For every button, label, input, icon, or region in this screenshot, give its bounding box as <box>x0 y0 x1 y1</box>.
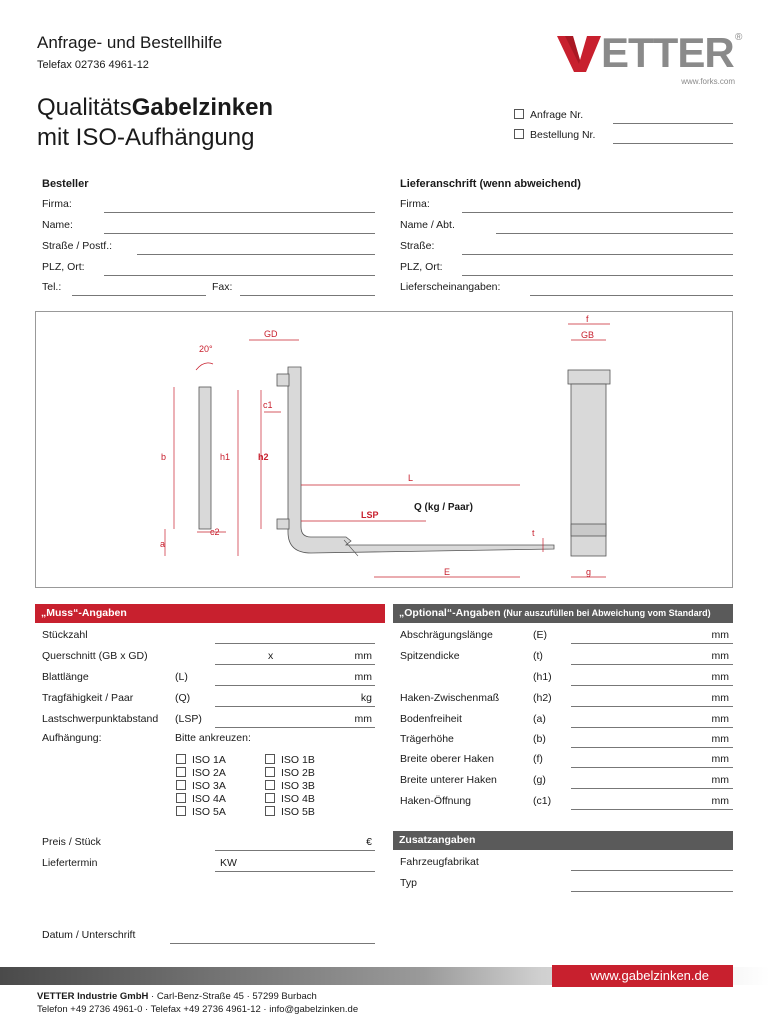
liefer-firma-label: Firma: <box>400 198 430 210</box>
dim-h1: h1 <box>220 452 231 462</box>
iso-checkbox[interactable] <box>176 754 186 764</box>
product-title-line1 <box>37 94 273 122</box>
iso-option[interactable] <box>265 767 315 779</box>
footer-company-name: VETTER Industrie GmbH <box>37 991 149 1002</box>
dim-lsp: LSP <box>361 510 379 520</box>
dim-angle: 20° <box>199 344 213 354</box>
optional-row-unit: mm <box>711 713 729 725</box>
optional-row-code: (h2) <box>533 692 552 704</box>
optional-row-label: Spitzendicke <box>400 650 460 662</box>
besteller-fax-field[interactable] <box>240 295 375 296</box>
iso-option[interactable] <box>176 767 226 779</box>
header-fax: Telefax 02736 4961-12 <box>37 59 149 71</box>
bestellung-label: Bestellung Nr. <box>530 129 596 141</box>
dim-q: Q (kg / Paar) <box>414 502 473 513</box>
iso-label: ISO 4A <box>192 793 226 805</box>
iso-label: ISO 3A <box>192 780 226 792</box>
muss-row-unit: mm <box>354 650 372 662</box>
product-title-light: Qualitäts <box>37 94 132 121</box>
fahrzeugfabrikat-field[interactable] <box>571 870 733 871</box>
iso-checkbox[interactable] <box>176 780 186 790</box>
muss-heading: „Muss“-Angaben <box>35 604 385 623</box>
dim-c1: c1 <box>263 400 273 410</box>
aufhaengung-label: Aufhängung: <box>42 732 102 744</box>
footer-url[interactable]: www.gabelzinken.de <box>590 968 709 983</box>
optional-heading-note: (Nur auszufüllen bei Abweichung vom Standard) <box>503 608 711 618</box>
footer-company <box>37 991 317 1002</box>
dim-gb: GB <box>581 330 595 340</box>
optional-row-code: (h1) <box>533 671 552 683</box>
muss-row-label: Tragfähigkeit / Paar <box>42 692 134 704</box>
optional-row-unit: mm <box>711 692 729 704</box>
muss-row-label: Stückzahl <box>42 629 88 641</box>
product-title-bold: Gabelzinken <box>131 94 274 121</box>
besteller-strasse-label: Straße / Postf.: <box>42 240 113 252</box>
optional-row-unit: mm <box>711 733 729 745</box>
optional-row-unit: mm <box>711 795 729 807</box>
optional-row-field[interactable] <box>571 727 733 728</box>
besteller-plz-label: PLZ, Ort: <box>42 261 85 273</box>
product-title-line2: mit ISO-Aufhängung <box>37 124 255 151</box>
dim-f: f <box>586 314 589 324</box>
iso-checkbox[interactable] <box>265 793 275 803</box>
iso-label: ISO 5B <box>281 806 315 818</box>
signature-field[interactable] <box>170 943 375 944</box>
bestellung-nr[interactable] <box>514 129 595 141</box>
iso-checkbox[interactable] <box>265 780 275 790</box>
footer-address: · Carl-Benz-Straße 45 · 57299 Burbach <box>148 991 317 1002</box>
optional-row-label: Abschrägungslänge <box>400 629 493 641</box>
iso-label: ISO 5A <box>192 806 226 818</box>
optional-row-unit: mm <box>711 671 729 683</box>
muss-row-field[interactable] <box>215 706 375 707</box>
liefertermin-unit: KW <box>220 857 237 869</box>
besteller-firma-field[interactable] <box>104 212 375 213</box>
optional-row-field[interactable] <box>571 809 733 810</box>
liefer-name-label: Name / Abt. <box>400 219 455 231</box>
optional-row-label: Breite unterer Haken <box>400 774 497 786</box>
iso-option[interactable] <box>176 780 226 792</box>
muss-row-field[interactable] <box>215 727 375 728</box>
header-title: Anfrage- und Bestellhilfe <box>37 33 223 52</box>
liefer-firma-field[interactable] <box>462 212 733 213</box>
optional-row-field[interactable] <box>571 685 733 686</box>
fork-front-view <box>568 370 610 556</box>
dim-b: b <box>161 452 167 462</box>
iso-label: ISO 1A <box>192 754 226 766</box>
iso-label: ISO 2A <box>192 767 226 779</box>
iso-checkbox[interactable] <box>265 767 275 777</box>
muss-row-unit: mm <box>354 713 372 725</box>
optional-row-unit: mm <box>711 774 729 786</box>
dim-t: t <box>532 528 535 538</box>
optional-row-code: (f) <box>533 753 543 765</box>
muss-row-code: (L) <box>175 671 188 683</box>
iso-label: ISO 3B <box>281 780 315 792</box>
ankreuzen-label: Bitte ankreuzen: <box>175 732 251 744</box>
liefertermin-field[interactable] <box>215 871 375 872</box>
dim-a: a <box>160 539 166 549</box>
iso-option[interactable] <box>176 793 226 805</box>
logo-registered: ® <box>735 32 743 43</box>
muss-row-label: Blattlänge <box>42 671 89 683</box>
liefer-heading: Lieferanschrift (wenn abweichend) <box>400 178 581 190</box>
optional-row-field[interactable] <box>571 706 733 707</box>
dim-g: g <box>586 567 592 577</box>
optional-heading <box>393 604 733 623</box>
footer-contact: Telefon +49 2736 4961-0 · Telefax +49 2736 4961-12 · info@gabelzinken.de <box>37 1004 359 1015</box>
dim-l: L <box>408 473 414 483</box>
typ-field[interactable] <box>571 891 733 892</box>
besteller-tel-field[interactable] <box>72 295 206 296</box>
logo-url: www.forks.com <box>681 77 735 86</box>
anfrage-checkbox[interactable] <box>514 109 524 119</box>
liefer-plz-field[interactable] <box>462 275 733 276</box>
dim-h2: h2 <box>258 452 269 462</box>
dim-gd: GD <box>264 329 278 339</box>
iso-option[interactable] <box>176 754 226 766</box>
muss-row-code: (Q) <box>175 692 191 704</box>
preis-field[interactable] <box>215 850 375 851</box>
iso-option[interactable] <box>265 754 315 766</box>
besteller-name-label: Name: <box>42 219 73 231</box>
optional-row-code: (g) <box>533 774 546 786</box>
fork-side-view <box>199 367 554 556</box>
footer-url-box[interactable] <box>552 965 733 987</box>
iso-checkbox[interactable] <box>176 793 186 803</box>
anfrage-label: Anfrage Nr. <box>530 109 584 121</box>
fahrzeugfabrikat-label: Fahrzeugfabrikat <box>400 856 479 868</box>
iso-label: ISO 4B <box>281 793 315 805</box>
optional-row-label: Trägerhöhe <box>400 733 454 745</box>
iso-label: ISO 2B <box>281 767 315 779</box>
iso-option[interactable] <box>176 806 226 818</box>
bestellung-line[interactable] <box>613 143 733 144</box>
optional-row-label: Haken-Öffnung <box>400 795 472 807</box>
preis-unit: € <box>366 836 372 848</box>
optional-row-code: (b) <box>533 733 546 745</box>
liefer-strasse-field[interactable] <box>462 254 733 255</box>
muss-row-label: Lastschwerpunktabstand <box>42 713 159 725</box>
vetter-logo <box>555 30 745 90</box>
iso-checkbox[interactable] <box>265 806 275 816</box>
muss-row-field[interactable] <box>215 643 375 644</box>
optional-row-label: Bodenfreiheit <box>400 713 462 725</box>
liefertermin-label: Liefertermin <box>42 857 98 869</box>
optional-row-code: (a) <box>533 713 546 725</box>
optional-row-field[interactable] <box>571 664 733 665</box>
muss-row-label: Querschnitt (GB x GD) <box>42 650 148 662</box>
optional-row-label: Breite oberer Haken <box>400 753 494 765</box>
muss-row-field[interactable] <box>215 685 375 686</box>
optional-row-field[interactable] <box>571 788 733 789</box>
anfrage-line[interactable] <box>613 123 733 124</box>
muss-row-times: x <box>268 650 274 662</box>
optional-row-field[interactable] <box>571 643 733 644</box>
signature-label: Datum / Unterschrift <box>42 929 136 941</box>
muss-row-unit: kg <box>360 692 372 704</box>
optional-row-unit: mm <box>711 753 729 765</box>
optional-row-field[interactable] <box>571 767 733 768</box>
iso-option[interactable] <box>265 793 315 805</box>
preis-label: Preis / Stück <box>42 836 101 848</box>
iso-checkbox[interactable] <box>176 806 186 816</box>
besteller-tel-label: Tel.: <box>42 281 62 293</box>
dim-c2: c2 <box>210 527 220 537</box>
besteller-plz-field[interactable] <box>104 275 375 276</box>
liefer-plz-label: PLZ, Ort: <box>400 261 443 273</box>
optional-row-code: (E) <box>533 629 547 641</box>
besteller-fax-label: Fax: <box>212 281 233 293</box>
optional-row-code: (c1) <box>533 795 552 807</box>
logo-text: ETTER <box>601 29 734 76</box>
iso-label: ISO 1B <box>281 754 315 766</box>
iso-option[interactable] <box>265 806 315 818</box>
fork-drawing <box>36 312 734 589</box>
muss-row-unit: mm <box>354 671 372 683</box>
iso-option[interactable] <box>265 780 315 792</box>
optional-row-unit: mm <box>711 650 729 662</box>
besteller-heading: Besteller <box>42 178 89 190</box>
iso-checkbox[interactable] <box>176 767 186 777</box>
muss-row-field[interactable] <box>215 664 375 665</box>
optional-row-field[interactable] <box>571 747 733 748</box>
muss-row-code: (LSP) <box>175 713 202 725</box>
bestellung-checkbox[interactable] <box>514 129 524 139</box>
besteller-strasse-field[interactable] <box>137 254 375 255</box>
fork-diagram <box>35 311 733 588</box>
besteller-firma-label: Firma: <box>42 198 72 210</box>
anfrage-nr[interactable] <box>514 109 583 121</box>
optional-heading-text: „Optional“-Angaben <box>399 607 501 619</box>
liefer-strasse-label: Straße: <box>400 240 435 252</box>
liefer-name-field[interactable] <box>496 233 733 234</box>
besteller-name-field[interactable] <box>104 233 375 234</box>
dim-e: E <box>444 567 451 577</box>
liefer-schein-field[interactable] <box>530 295 733 296</box>
typ-label: Typ <box>400 877 417 889</box>
optional-row-label: Haken-Zwischenmaß <box>400 692 500 704</box>
optional-row-code: (t) <box>533 650 543 662</box>
liefer-schein-label: Lieferscheinangaben: <box>400 281 501 293</box>
iso-checkbox[interactable] <box>265 754 275 764</box>
optional-row-unit: mm <box>711 629 729 641</box>
zusatz-heading: Zusatzangaben <box>393 831 733 850</box>
